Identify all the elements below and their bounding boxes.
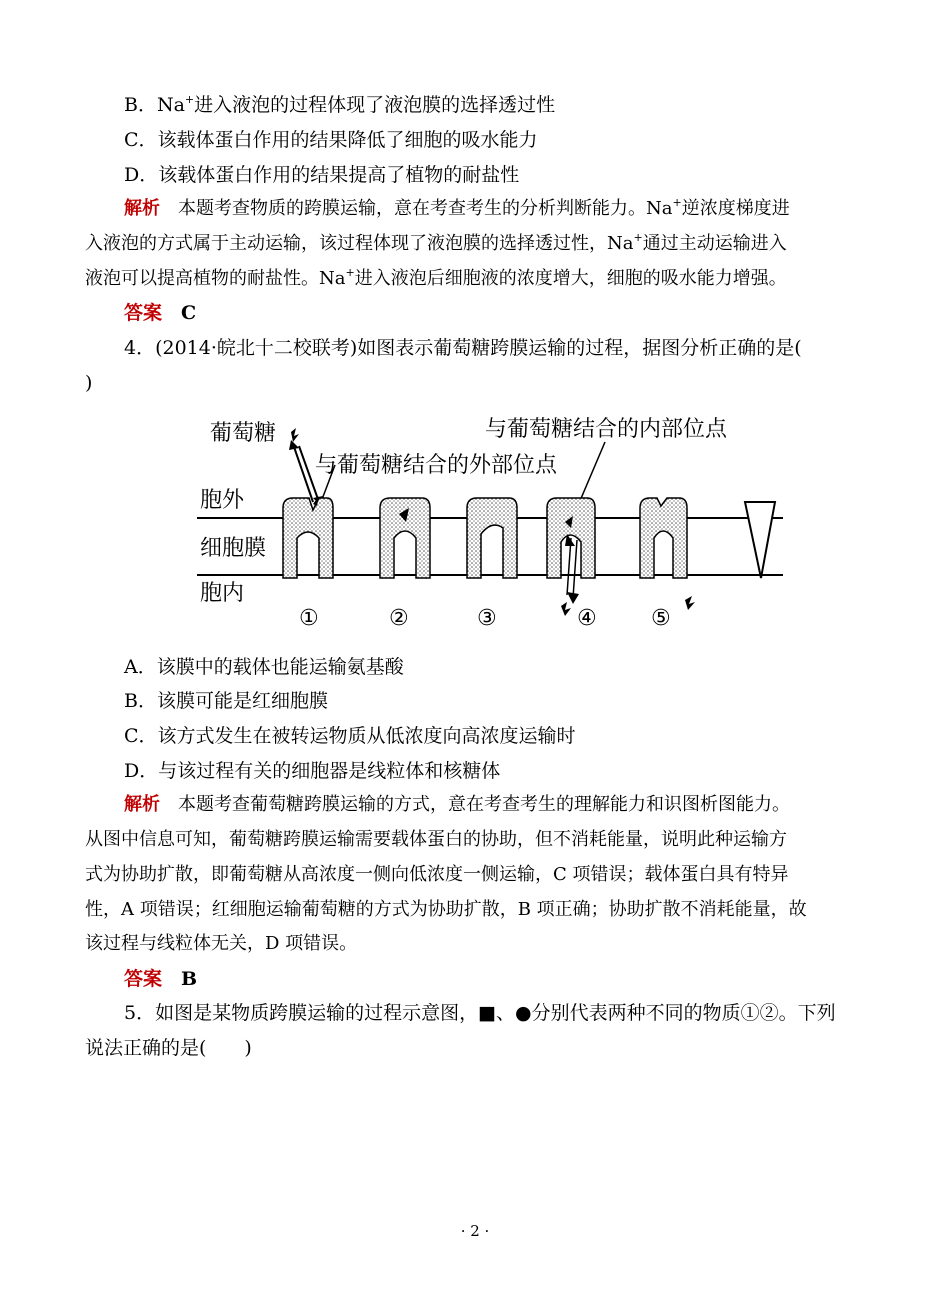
step-3-label: ③ <box>477 606 497 631</box>
analysis-label: 解析 <box>124 198 160 219</box>
q4-analysis-line: 式为协助扩散，即葡萄糖从高浓度一侧向低浓度一侧运输，C 项错误；载体蛋白具有特异 <box>85 864 789 885</box>
q3-option-d: D．该载体蛋白作用的结果提高了植物的耐盐性 <box>124 164 520 186</box>
q3-option-c: C．该载体蛋白作用的结果降低了细胞的吸水能力 <box>124 129 538 151</box>
q4-stem-cont: ) <box>85 372 93 394</box>
q4-analysis-line: 该过程与线粒体无关，D 项错误。 <box>85 933 358 954</box>
answer-label: 答案 <box>124 968 163 990</box>
q5-stem: 5．如图是某物质跨膜运输的过程示意图，■、●分别代表两种不同的物质①②。下列 <box>124 1002 836 1024</box>
q4-analysis-line: 性，A 项错误；红细胞运输葡萄糖的方式为协助扩散，B 项正确；协助扩散不消耗能量，故 <box>85 899 807 920</box>
outside-label: 胞外 <box>200 488 245 513</box>
carrier-protein-1 <box>283 496 333 578</box>
carrier-protein-5 <box>640 498 687 578</box>
glucose-label: 葡萄糖 <box>210 421 277 446</box>
q3-option-b: B．Na+进入液泡的过程体现了液泡膜的选择透过性 <box>124 93 556 116</box>
q4-analysis-line: 从图中信息可知，葡萄糖跨膜运输需要载体蛋白的协助，但不消耗能量，说明此种运输方 <box>85 829 787 850</box>
q4-analysis-line: 解析 本题考查葡萄糖跨膜运输的方式，意在考查考生的理解能力和识图析图能力。 <box>124 794 790 815</box>
answer-label: 答案 <box>124 302 163 324</box>
q4-option-a: A．该膜中的载体也能运输氨基酸 <box>124 656 404 678</box>
q4-answer: 答案 B <box>124 968 198 990</box>
q3-analysis-line: 入液泡的方式属于主动运输，该过程体现了液泡膜的选择透过性，Na+通过主动运输进入 <box>85 231 787 254</box>
glucose-transport-figure <box>195 410 795 635</box>
q4-option-b: B．该膜可能是红细胞膜 <box>124 690 328 712</box>
carrier-protein-3 <box>467 498 517 578</box>
glucose-molecule-icon <box>291 428 299 442</box>
q3-answer: 答案 C <box>124 302 197 324</box>
step-4-label: ④ <box>577 606 597 631</box>
glucose-molecule-icon <box>561 602 571 616</box>
page-number: · 2 · <box>460 1222 490 1240</box>
glucose-molecule-icon <box>685 596 695 610</box>
outer-site-label: 与葡萄糖结合的外部位点 <box>315 453 558 478</box>
inside-label: 胞内 <box>200 581 245 606</box>
q5-stem-cont: 说法正确的是( ) <box>85 1037 252 1059</box>
step-5-label: ⑤ <box>651 606 671 631</box>
step-2-label: ② <box>389 606 409 631</box>
step-1-label: ① <box>299 606 319 631</box>
inner-site-label: 与葡萄糖结合的内部位点 <box>485 417 728 442</box>
channel-triangle-icon <box>745 502 775 578</box>
membrane-label: 细胞膜 <box>200 536 267 561</box>
q3-analysis-line: 解析 本题考查物质的跨膜运输，意在考查考生的分析判断能力。Na+逆浓度梯度进 <box>124 196 790 219</box>
q4-option-c: C．该方式发生在被转运物质从低浓度向高浓度运输时 <box>124 725 576 747</box>
q4-option-d: D．与该过程有关的细胞器是线粒体和核糖体 <box>124 760 501 782</box>
analysis-label: 解析 <box>124 794 160 815</box>
q4-stem: 4．(2014·皖北十二校联考)如图表示葡萄糖跨膜运输的过程，据图分析正确的是( <box>124 337 802 359</box>
q3-analysis-line: 液泡可以提高植物的耐盐性。Na+进入液泡后细胞液的浓度增大，细胞的吸水能力增强。 <box>85 266 787 289</box>
carrier-protein-2 <box>380 498 430 578</box>
